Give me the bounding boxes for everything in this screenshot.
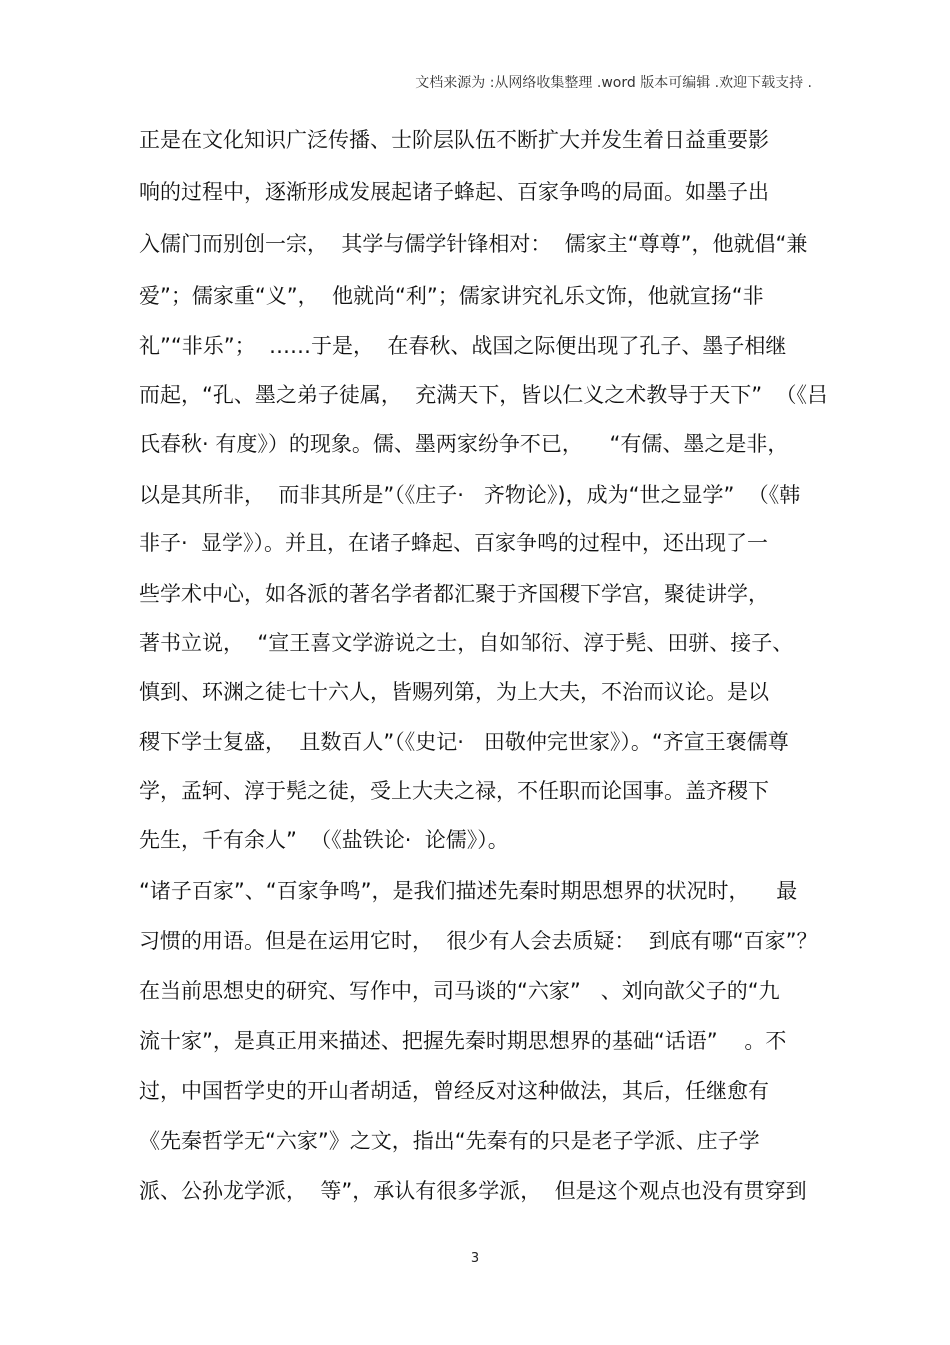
text-line: 以是其所非， 而非其所是”（《庄子· 齐物论》)，成为“世之显学” （《韩 <box>139 483 801 507</box>
text-line: 而起，“孔、墨之弟子徒属， 充满天下，皆以仁义之术教导于天下” （《吕 <box>139 383 828 407</box>
text-line: 过，中国哲学史的开山者胡适，曾经反对这种做法，其后，任继愈有 <box>139 1079 769 1103</box>
text-line: 正是在文化知识广泛传播、士阶层队伍不断扩大并发生着日益重要影 <box>139 128 769 152</box>
text-line: “诸子百家”、“百家争鸣”，是我们描述先秦时期思想界的状况时， 最 <box>139 879 798 903</box>
text-line: 《先秦哲学无“六家”》之文，指出“先秦有的只是老子学派、庄子学 <box>139 1129 760 1153</box>
text-line: 先生，千有余人” （《盐铁论· 论儒》）。 <box>139 828 509 852</box>
text-line: 入儒门而别创一宗， 其学与儒学针锋相对： 儒家主“尊尊”，他就倡“兼 <box>139 232 808 256</box>
text-line: 著书立说， “宣王喜文学游说之士，自如邹衍、淳于髡、田骈、接子、 <box>139 631 794 655</box>
text-line: 礼”“非乐”； ……于是， 在春秋、战国之际便出现了孔子、墨子相继 <box>139 334 787 358</box>
document-source-header: 文档来源为 :从网络收集整理 .word 版本可编辑 .欢迎下载支持 . <box>415 75 812 91</box>
text-line: 爱”；儒家重“义”， 他就尚“利”；儒家讲究礼乐文饰，他就宣扬“非 <box>139 284 764 308</box>
text-line: 学，孟轲、淳于髡之徒，受上大夫之禄，不任职而论国事。盖齐稷下 <box>139 779 769 803</box>
text-line: 在当前思想史的研究、写作中，司马谈的“六家” 、刘向歆父子的“九 <box>139 979 780 1003</box>
text-line: 慎到、环渊之徒七十六人，皆赐列第，为上大夫，不治而议论。是以 <box>139 680 769 704</box>
text-line: 氏春秋· 有度》）的现象。儒、墨两家纷争不已， “有儒、墨之是非， <box>139 432 789 456</box>
text-line: 派、公孙龙学派， 等”，承认有很多学派， 但是这个观点也没有贯穿到 <box>139 1179 807 1203</box>
text-line: 习惯的用语。但是在运用它时， 很少有人会去质疑： 到底有哪“百家”？ <box>139 929 818 953</box>
text-line: 非子· 显学》）。并且，在诸子蜂起、百家争鸣的过程中，还出现了一 <box>139 531 769 555</box>
text-line: 流十家”，是真正用来描述、把握先秦时期思想界的基础“话语” 。不 <box>139 1029 787 1053</box>
text-line: 稷下学士复盛， 且数百人”（《史记· 田敬仲完世家》）。“齐宣王褒儒尊 <box>139 730 789 754</box>
page-number: 3 <box>470 1251 480 1266</box>
text-line: 响的过程中，逐渐形成发展起诸子蜂起、百家争鸣的局面。如墨子出 <box>139 180 769 204</box>
text-line: 些学术中心，如各派的著名学者都汇聚于齐国稷下学宫，聚徒讲学， <box>139 582 769 606</box>
